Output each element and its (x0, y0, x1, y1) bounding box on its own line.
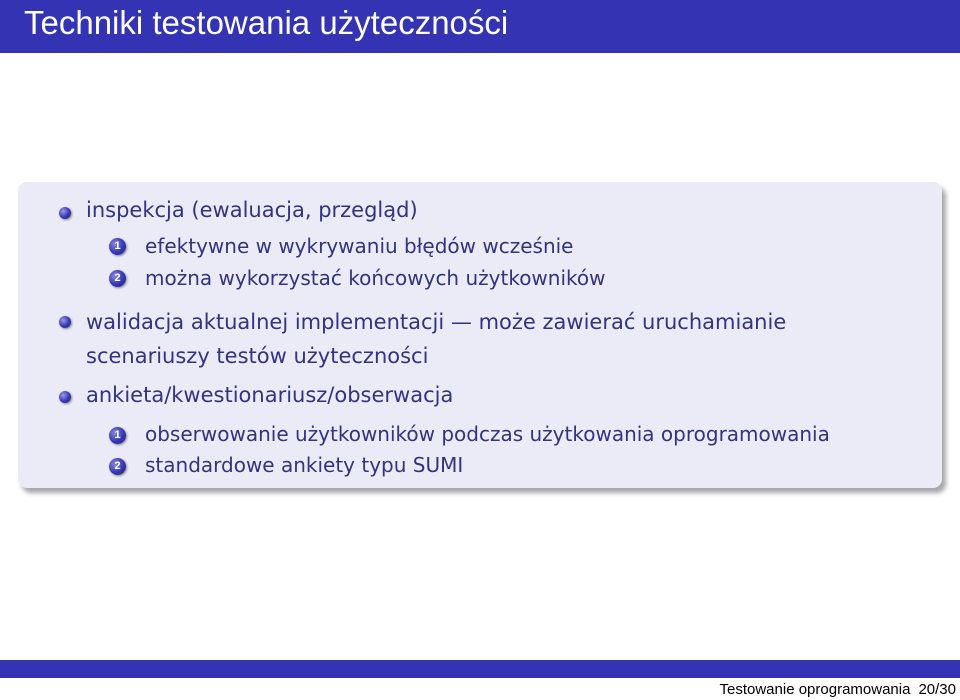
list-item: walidacja aktualnej implementacji — może zawierać uruchamianie (86, 310, 787, 334)
bullet-icon (59, 207, 71, 219)
sub-list-item: można wykorzystać końcowych użytkowników (145, 266, 606, 290)
enumerate-number-icon: 1 (109, 238, 126, 255)
bullet-icon (59, 316, 71, 328)
list-item: inspekcja (ewaluacja, przegląd) (86, 198, 418, 222)
slide-title: Techniki testowania użyteczności (24, 4, 509, 41)
list-item-continuation: scenariuszy testów użyteczności (86, 344, 429, 368)
enumerate-number-icon: 2 (109, 270, 126, 287)
enumerate-number-icon: 1 (109, 427, 126, 444)
enumerate-number-icon: 2 (109, 458, 126, 475)
title-bar (0, 0, 960, 53)
sub-list-item: obserwowanie użytkowników podczas użytkowania oprogramowania (145, 422, 830, 446)
list-item: ankieta/kwestionariusz/obserwacja (86, 383, 454, 407)
sub-list-item: efektywne w wykrywaniu błędów wcześnie (145, 234, 574, 258)
sub-list-item: standardowe ankiety typu SUMI (145, 453, 464, 477)
footer-info (720, 680, 957, 700)
bullet-icon (59, 391, 71, 403)
content-block (18, 182, 942, 488)
footer-page-number: 20/30 (918, 681, 956, 698)
footer-short-title: Testowanie oprogramowania (719, 681, 911, 698)
